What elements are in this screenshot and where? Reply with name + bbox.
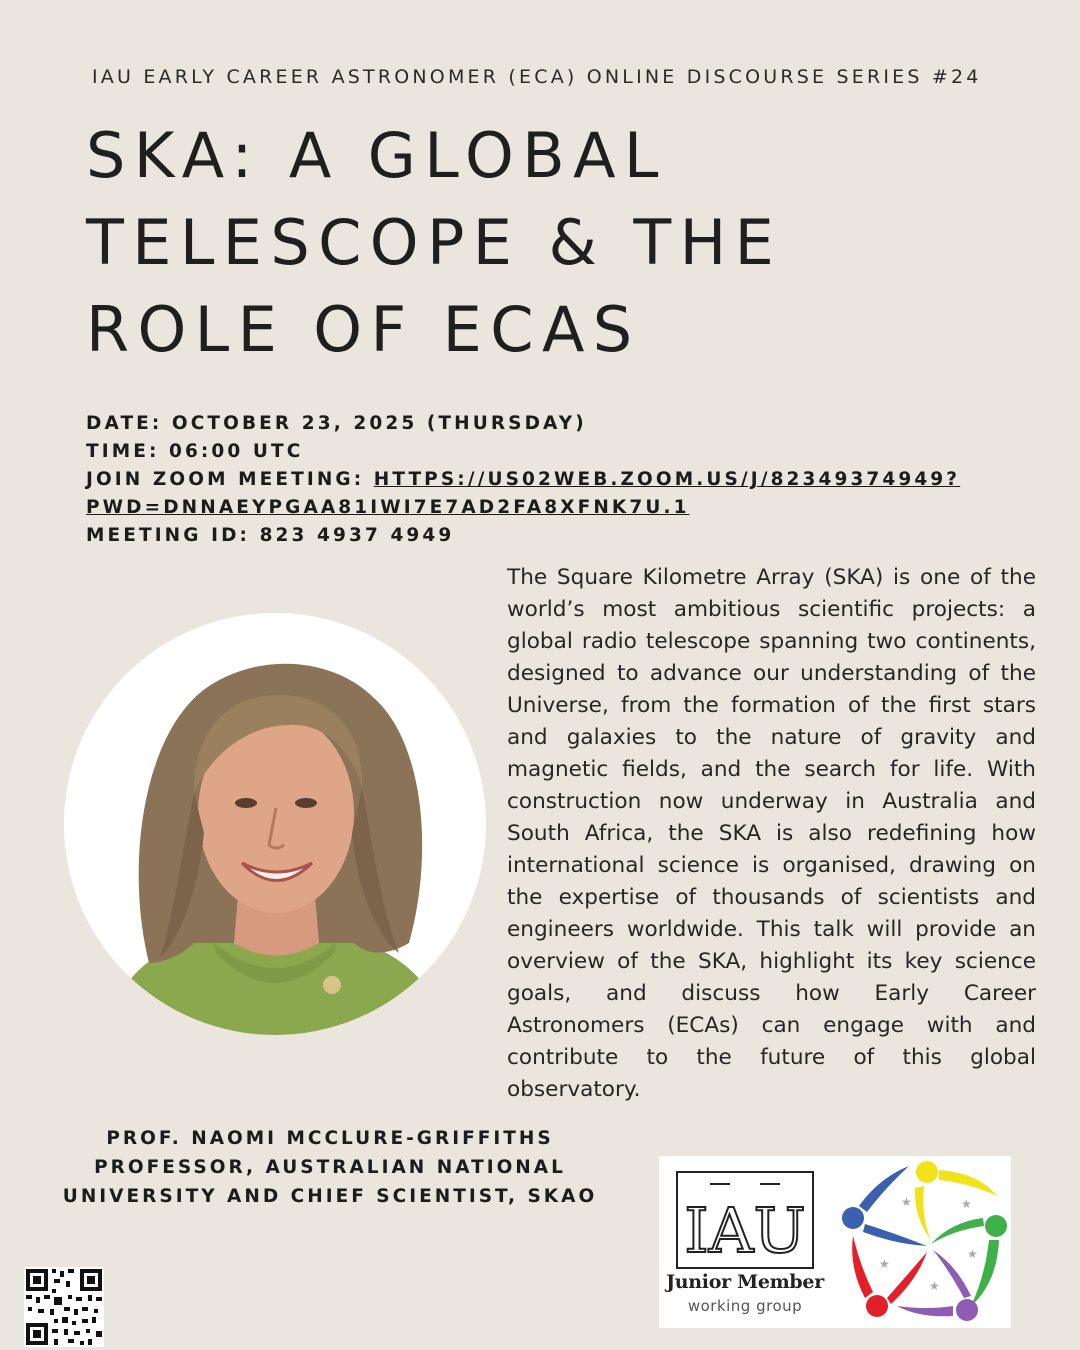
talk-abstract: The Square Kilometre Array (SKA) is one of the world’s most ambitious scientific projects: a global radio telescope spanning two continents, designed to advance our understanding of the Universe, from the formation of the first stars and galaxies to the nature of gravity and magnetic fields, and the search for life. With construction now underway in Australia and South Africa, the SKA is also redefining how international science is organised, drawing on the expertise of thousands of scientists and engineers worldwide. This talk will provide an overview of the SKA, highlight its key science goals, and discuss how Early Career Astronomers (ECAs) can engage with and contribute to the future of this global observatory. [507, 565, 1036, 1102]
svg-text:★: ★ [929, 1279, 940, 1293]
svg-text:★: ★ [961, 1197, 972, 1211]
junior-member-emblem [839, 1158, 1009, 1328]
iau-logo-letters: IAU [684, 1194, 806, 1267]
logo-panel [659, 1156, 1011, 1328]
svg-text:★: ★ [967, 1247, 978, 1261]
speaker-info [30, 1124, 630, 1211]
speaker-role-line-1: PROFESSOR, AUSTRALIAN NATIONAL [94, 1157, 566, 1178]
event-title [86, 112, 1046, 373]
speaker-photo [64, 613, 486, 1035]
iau-logo [675, 1170, 815, 1270]
title-line-2: TELESCOPE & THE [86, 206, 783, 279]
zoom-link-part-2[interactable]: PWD=DNNAEYPGAA81IWI7E7AD2FA8XFNK7U.1 [86, 497, 690, 518]
zoom-label: JOIN ZOOM MEETING: [86, 469, 374, 490]
svg-text:★: ★ [901, 1195, 912, 1209]
event-details [86, 410, 1036, 550]
zoom-link-part-1[interactable]: HTTPS://US02WEB.ZOOM.US/J/82349374949? [373, 469, 961, 490]
qr-code[interactable] [24, 1267, 104, 1347]
zoom-row [86, 466, 1036, 494]
zoom-row-2 [86, 494, 1036, 522]
event-date: DATE: OCTOBER 23, 2025 (THURSDAY) [86, 413, 587, 434]
junior-member-label: Junior Member [666, 1271, 824, 1293]
title-line-1: SKA: A GLOBAL [86, 119, 667, 192]
title-line-3: ROLE OF ECAS [86, 293, 641, 366]
event-time: TIME: 06:00 UTC [86, 441, 304, 462]
speaker-name: PROF. NAOMI MCCLURE-GRIFFITHS [106, 1128, 554, 1149]
working-group-label: working group [687, 1297, 803, 1315]
meeting-id: MEETING ID: 823 4937 4949 [86, 525, 455, 546]
svg-text:★: ★ [879, 1257, 890, 1271]
speaker-role-line-2: UNIVERSITY AND CHIEF SCIENTIST, SKAO [62, 1186, 598, 1207]
series-heading: IAU EARLY CAREER ASTRONOMER (ECA) ONLINE DISCOURSE SERIES #24 [92, 66, 982, 88]
